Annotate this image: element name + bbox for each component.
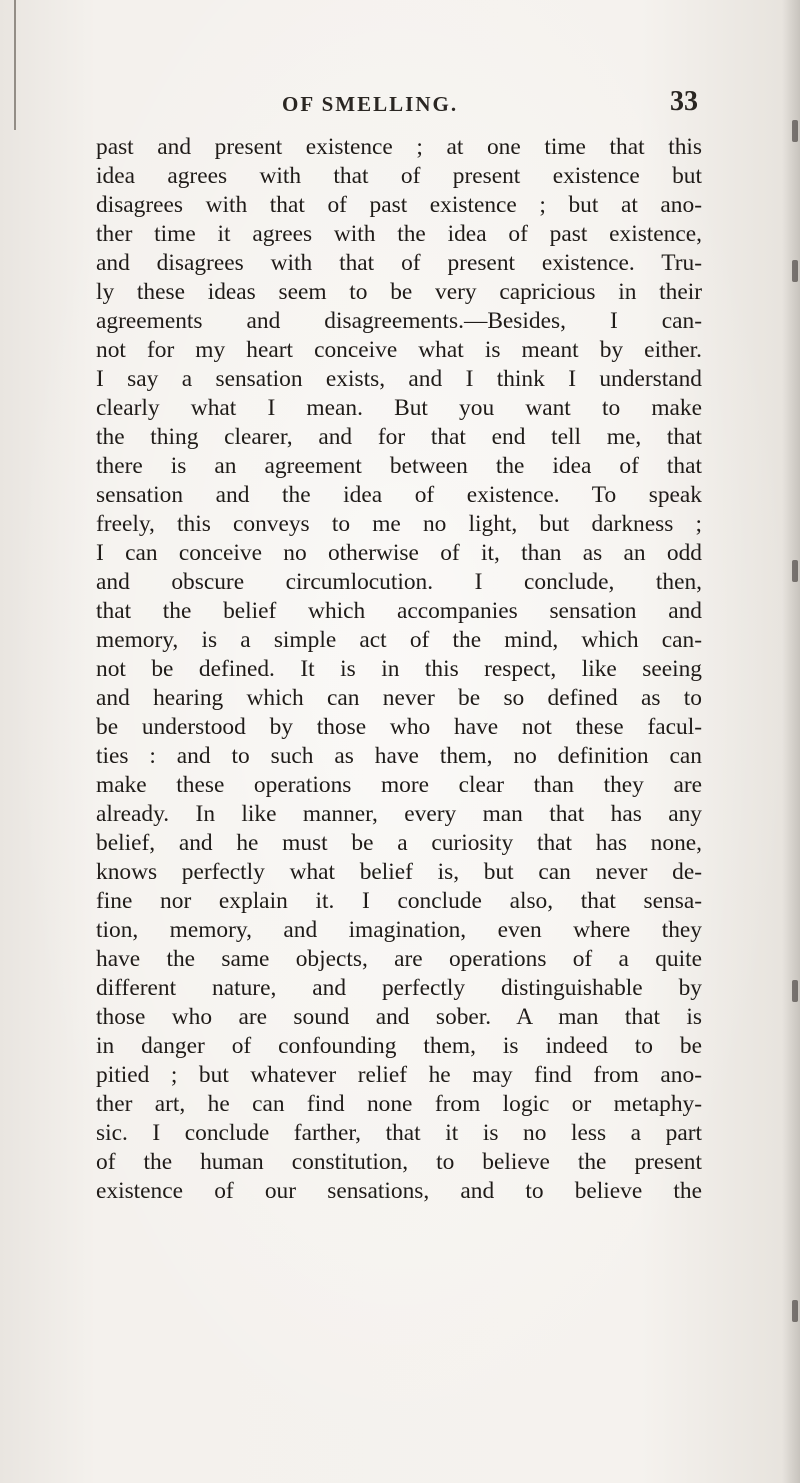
text-line: idea agrees with that of present existence but bbox=[96, 163, 702, 189]
text-line: be understood by those who have not these facul- bbox=[96, 714, 702, 740]
text-line: ther art, he can find none from logic or metaphy- bbox=[96, 1091, 702, 1117]
text-line: have the same objects, are operations of a quite bbox=[96, 946, 702, 972]
text-line: fine nor explain it. I conclude also, that sensa- bbox=[96, 888, 702, 914]
text-line: past and present existence ; at one time that this bbox=[96, 134, 702, 160]
text-line: different nature, and perfectly distinguishable by bbox=[96, 975, 702, 1001]
text-line: clearly what I mean. But you want to make bbox=[96, 395, 702, 421]
text-line: ly these ideas seem to be very capricious in their bbox=[96, 279, 702, 305]
text-line: that the belief which accompanies sensation and bbox=[96, 598, 702, 624]
text-line: disagrees with that of past existence ; but at ano- bbox=[96, 192, 702, 218]
text-line: of the human constitution, to believe the present bbox=[96, 1149, 702, 1175]
text-line: knows perfectly what belief is, but can never de- bbox=[96, 859, 702, 885]
text-line: already. In like manner, every man that has any bbox=[96, 801, 702, 827]
edge-mark bbox=[792, 980, 798, 1002]
running-head: OF SMELLING. bbox=[282, 92, 459, 116]
text-line: the thing clearer, and for that end tell me, that bbox=[96, 424, 702, 450]
text-line: sic. I conclude farther, that it is no less a part bbox=[96, 1120, 702, 1146]
text-line: I say a sensation exists, and I think I understand bbox=[96, 366, 702, 392]
text-line: not for my heart conceive what is meant by either. bbox=[96, 337, 702, 363]
text-line: pitied ; but whatever relief he may find from ano- bbox=[96, 1062, 702, 1088]
text-line: there is an agreement between the idea of that bbox=[96, 453, 702, 479]
page-fold-mark bbox=[0, 0, 16, 130]
text-line: ties : and to such as have them, no definition can bbox=[96, 743, 702, 769]
text-line: freely, this conveys to me no light, but darkness ; bbox=[96, 511, 702, 537]
page-right-edge bbox=[782, 0, 800, 1483]
text-line: not be defined. It is in this respect, like seeing bbox=[96, 656, 702, 682]
page-header bbox=[96, 86, 702, 122]
edge-mark bbox=[792, 1300, 798, 1322]
text-line: belief, and he must be a curiosity that has none, bbox=[96, 830, 702, 856]
text-line: those who are sound and sober. A man that is bbox=[96, 1004, 702, 1030]
page-number: 33 bbox=[670, 86, 698, 117]
text-line: and obscure circumlocution. I conclude, then, bbox=[96, 569, 702, 595]
text-line: agreements and disagreements.—Besides, I can- bbox=[96, 308, 702, 334]
body-text bbox=[96, 133, 702, 1206]
text-line: existence of our sensations, and to believe the bbox=[96, 1178, 702, 1204]
text-line: tion, memory, and imagination, even where they bbox=[96, 917, 702, 943]
text-line: in danger of confounding them, is indeed to be bbox=[96, 1033, 702, 1059]
text-line: sensation and the idea of existence. To speak bbox=[96, 482, 702, 508]
text-line: and disagrees with that of present existence. Tru- bbox=[96, 250, 702, 276]
text-line: ther time it agrees with the idea of past existence, bbox=[96, 221, 702, 247]
text-line: I can conceive no otherwise of it, than as an odd bbox=[96, 540, 702, 566]
text-line: and hearing which can never be so defined as to bbox=[96, 685, 702, 711]
edge-mark bbox=[792, 120, 798, 142]
text-line: memory, is a simple act of the mind, which can- bbox=[96, 627, 702, 653]
edge-mark bbox=[792, 560, 798, 582]
text-line: make these operations more clear than they are bbox=[96, 772, 702, 798]
edge-mark bbox=[792, 260, 798, 282]
